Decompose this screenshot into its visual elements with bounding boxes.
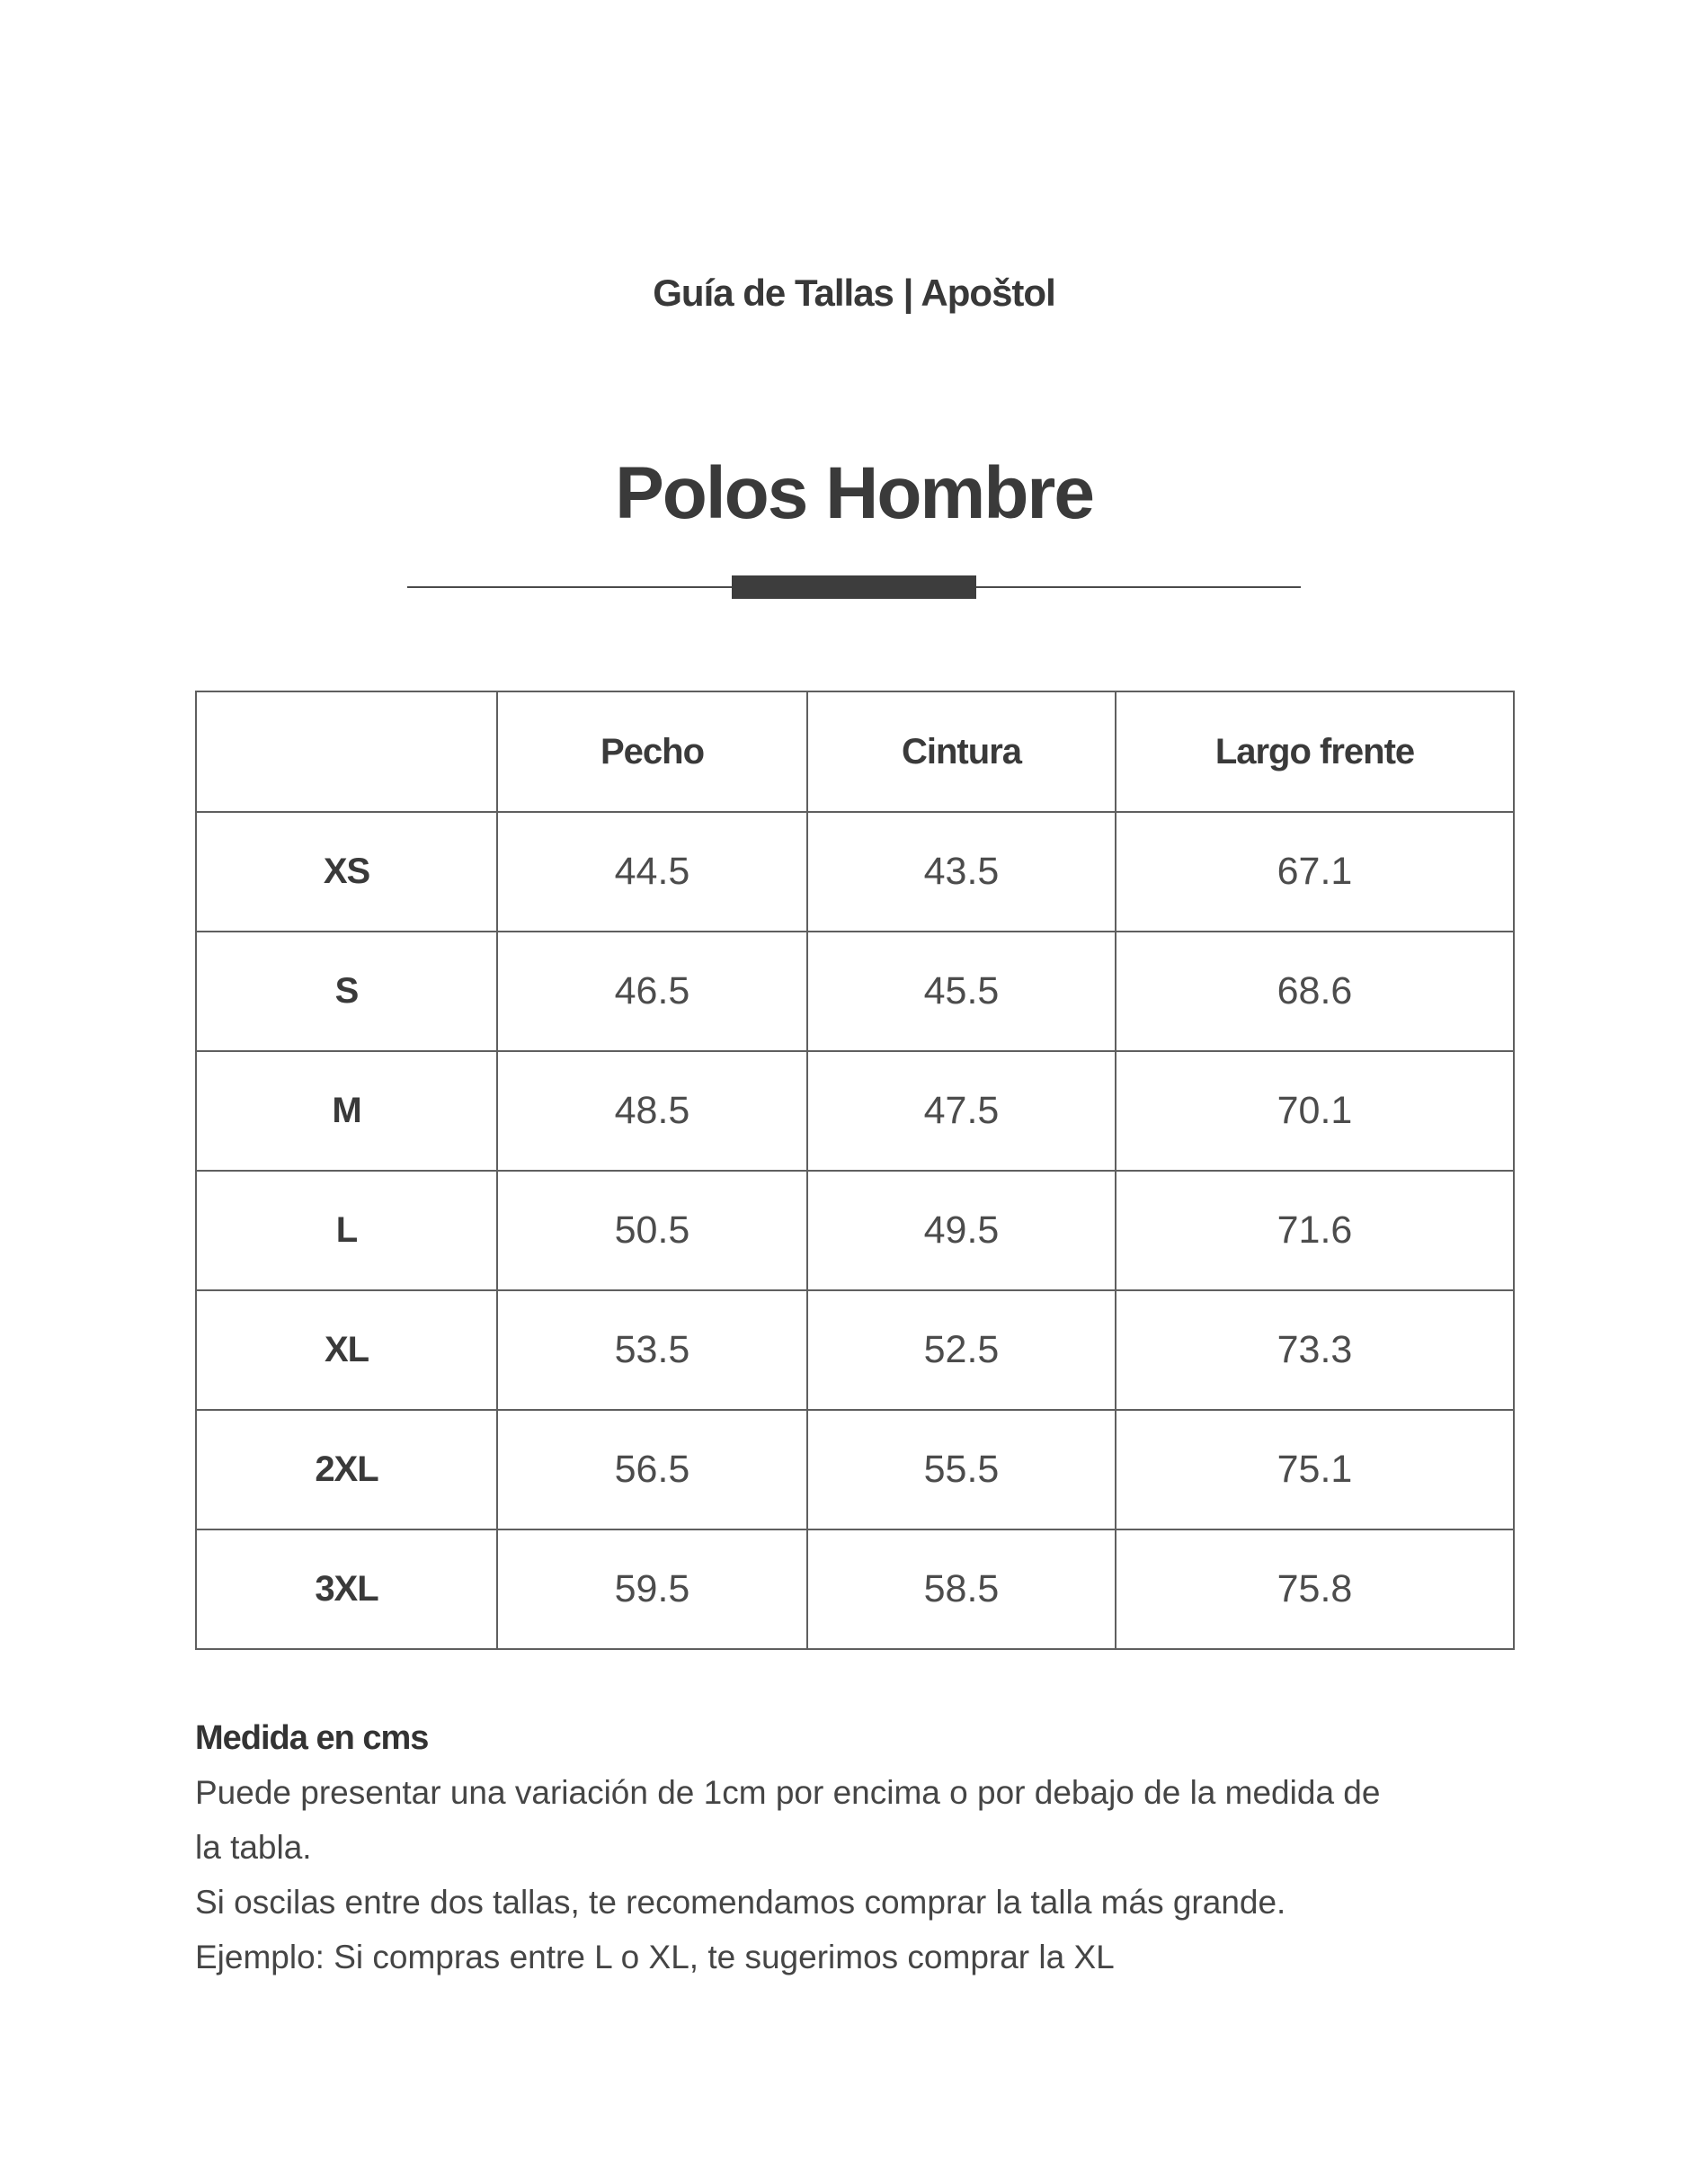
largo-frente-value: 70.1 bbox=[1116, 1051, 1514, 1171]
size-table-body bbox=[196, 812, 1514, 1649]
pecho-value: 59.5 bbox=[497, 1529, 807, 1649]
size-table-row bbox=[196, 1290, 1514, 1410]
largo-frente-value: 71.6 bbox=[1116, 1171, 1514, 1290]
notes-line: Ejemplo: Si compras entre L o XL, te sugerimos comprar la XL bbox=[195, 1939, 1115, 1975]
size-label: XS bbox=[196, 812, 497, 932]
size-label: S bbox=[196, 932, 497, 1051]
size-table-column-header: Largo frente bbox=[1116, 691, 1514, 812]
pecho-value: 46.5 bbox=[497, 932, 807, 1051]
notes-line: Si oscilas entre dos tallas, te recomendamos comprar la talla más grande. bbox=[195, 1884, 1286, 1921]
section-heading: Polos Hombre bbox=[615, 452, 1093, 534]
largo-frente-value: 68.6 bbox=[1116, 932, 1514, 1051]
cintura-value: 43.5 bbox=[807, 812, 1116, 932]
cintura-value: 55.5 bbox=[807, 1410, 1116, 1529]
largo-frente-value: 73.3 bbox=[1116, 1290, 1514, 1410]
size-table-header-row bbox=[196, 691, 1514, 812]
pecho-value: 50.5 bbox=[497, 1171, 807, 1290]
size-table-row bbox=[196, 932, 1514, 1051]
size-label: XL bbox=[196, 1290, 497, 1410]
cintura-value: 58.5 bbox=[807, 1529, 1116, 1649]
largo-frente-value: 75.1 bbox=[1116, 1410, 1514, 1529]
content-column bbox=[195, 0, 1513, 1984]
pecho-value: 56.5 bbox=[497, 1410, 807, 1529]
largo-frente-value: 67.1 bbox=[1116, 812, 1514, 932]
size-table-row bbox=[196, 1529, 1514, 1649]
size-label: 2XL bbox=[196, 1410, 497, 1529]
size-label: 3XL bbox=[196, 1529, 497, 1649]
notes-heading: Medida en cms bbox=[195, 1719, 429, 1757]
notes-line: la tabla. bbox=[195, 1829, 312, 1866]
size-table-corner-cell bbox=[196, 691, 497, 812]
pecho-value: 44.5 bbox=[497, 812, 807, 932]
size-table-row bbox=[196, 812, 1514, 932]
size-label: M bbox=[196, 1051, 497, 1171]
notes-line: Puede presentar una variación de 1cm por encima o por debajo de la medida de bbox=[195, 1774, 1381, 1811]
size-table-header bbox=[196, 691, 1514, 812]
largo-frente-value: 75.8 bbox=[1116, 1529, 1514, 1649]
cintura-value: 49.5 bbox=[807, 1171, 1116, 1290]
heading-divider bbox=[407, 575, 1301, 599]
cintura-value: 52.5 bbox=[807, 1290, 1116, 1410]
size-table-row bbox=[196, 1171, 1514, 1290]
cintura-value: 47.5 bbox=[807, 1051, 1116, 1171]
size-label: L bbox=[196, 1171, 497, 1290]
size-table-row bbox=[196, 1051, 1514, 1171]
cintura-value: 45.5 bbox=[807, 932, 1116, 1051]
pecho-value: 53.5 bbox=[497, 1290, 807, 1410]
size-table-row bbox=[196, 1410, 1514, 1529]
pecho-value: 48.5 bbox=[497, 1051, 807, 1171]
page-title: Guía de Tallas | Apoštol bbox=[653, 272, 1055, 314]
notes-section bbox=[195, 1711, 1513, 1984]
size-table bbox=[195, 691, 1515, 1650]
size-table-column-header: Pecho bbox=[497, 691, 807, 812]
divider-bar bbox=[732, 575, 976, 599]
size-table-column-header: Cintura bbox=[807, 691, 1116, 812]
